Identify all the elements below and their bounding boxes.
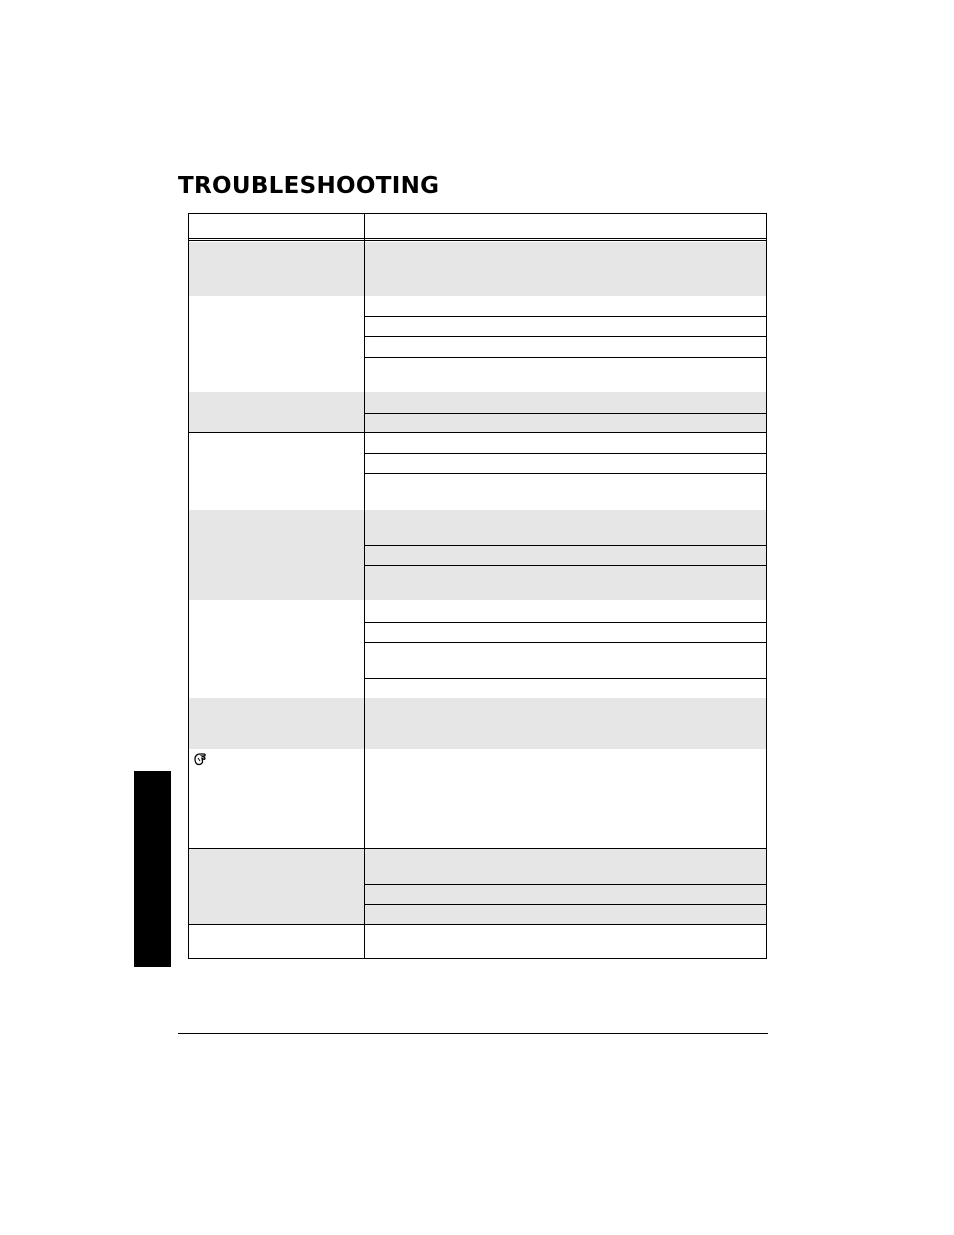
table-header bbox=[189, 214, 766, 239]
problem-cell bbox=[189, 848, 364, 924]
suggestion-cell bbox=[365, 242, 766, 296]
troubleshooting-table bbox=[188, 213, 767, 959]
footer-rule bbox=[178, 1033, 768, 1034]
suggestion-cell bbox=[365, 848, 766, 924]
problem-cell bbox=[189, 600, 364, 698]
problem-cell bbox=[189, 296, 364, 392]
row-divider bbox=[365, 904, 766, 905]
suggestion-cell bbox=[365, 296, 766, 392]
suggestion-cell bbox=[365, 392, 766, 432]
row-divider bbox=[365, 678, 766, 679]
row-divider bbox=[365, 565, 766, 566]
row-divider bbox=[365, 453, 766, 454]
row-divider bbox=[189, 848, 766, 849]
suggestion-cell bbox=[365, 698, 766, 749]
chapter-tab bbox=[134, 771, 171, 967]
row-divider bbox=[365, 316, 766, 317]
row-divider bbox=[365, 413, 766, 414]
row-divider bbox=[365, 622, 766, 623]
row-divider bbox=[365, 357, 766, 358]
page-title: TROUBLESHOOTING bbox=[178, 173, 440, 199]
row-divider bbox=[365, 545, 766, 546]
note-hand-icon bbox=[193, 752, 207, 766]
row-divider bbox=[189, 924, 766, 925]
header-problem: Problem bbox=[254, 220, 299, 232]
column-divider bbox=[364, 214, 365, 958]
suggestion-cell bbox=[365, 432, 766, 510]
problem-cell bbox=[189, 925, 364, 958]
header-suggestion: Suggestion bbox=[535, 220, 596, 232]
row-divider bbox=[365, 884, 766, 885]
problem-cell bbox=[189, 392, 364, 432]
row-divider bbox=[365, 336, 766, 337]
suggestion-cell bbox=[365, 510, 766, 600]
header-separator bbox=[189, 240, 766, 241]
problem-cell bbox=[189, 432, 364, 510]
row-divider bbox=[365, 642, 766, 643]
row-divider bbox=[189, 432, 766, 433]
suggestion-cell bbox=[365, 600, 766, 698]
problem-cell bbox=[189, 749, 364, 848]
suggestion-cell bbox=[365, 925, 766, 958]
problem-cell bbox=[189, 510, 364, 600]
suggestion-cell bbox=[365, 749, 766, 848]
row-divider bbox=[365, 473, 766, 474]
problem-cell bbox=[189, 698, 364, 749]
problem-cell bbox=[189, 242, 364, 296]
